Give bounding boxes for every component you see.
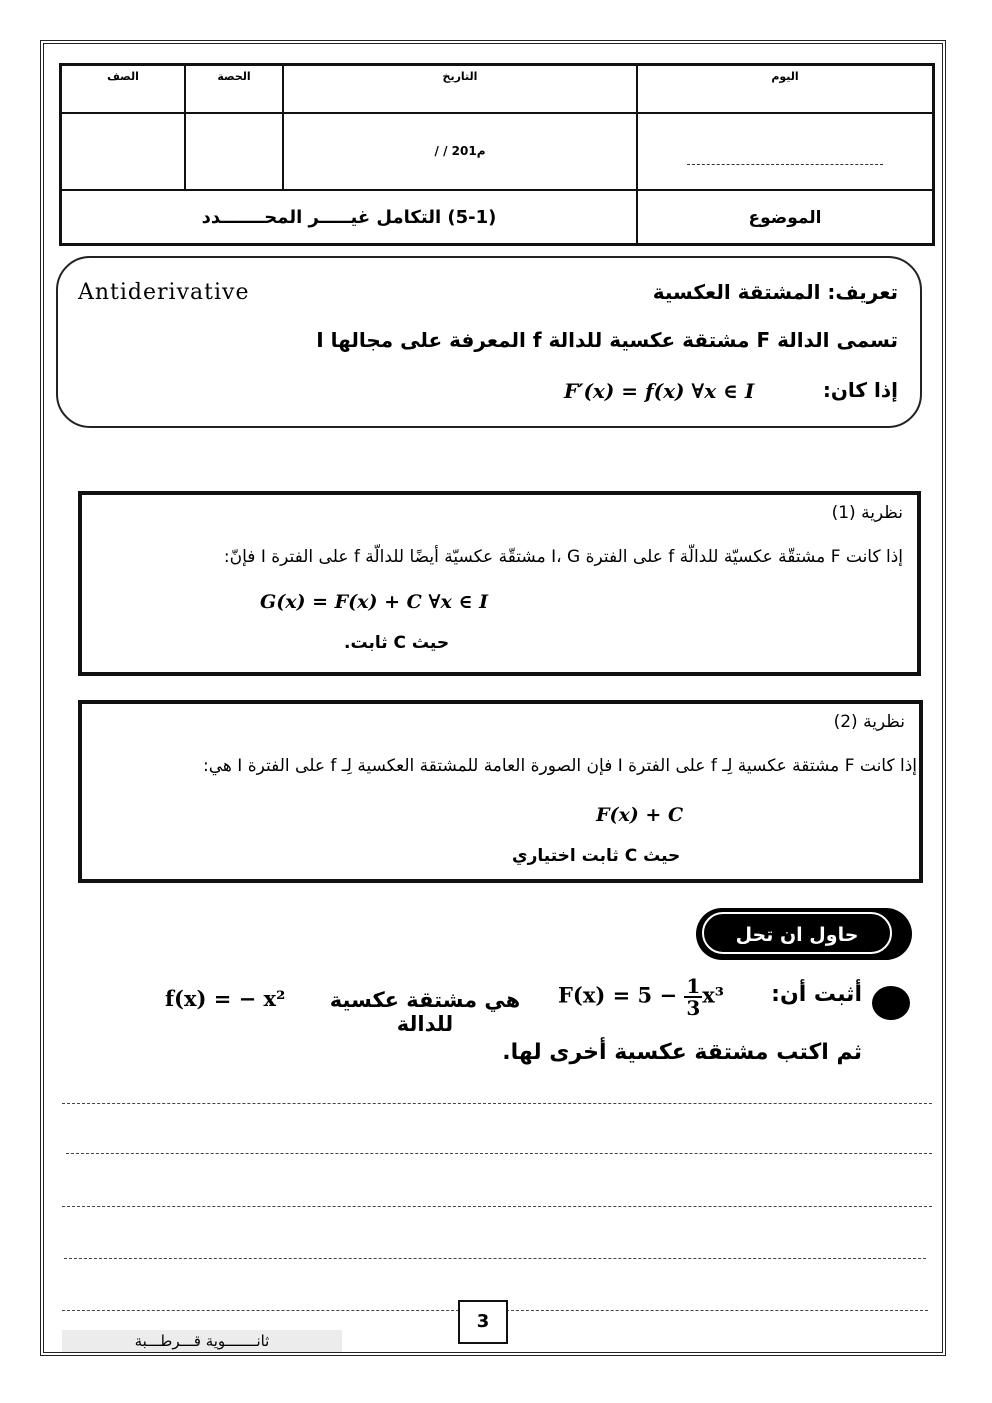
topic-title-cell — [61, 190, 638, 245]
answer-line-3[interactable] — [62, 1206, 932, 1207]
date-label: التاريخ — [442, 70, 478, 83]
day-label-cell — [637, 65, 934, 114]
bullet-icon — [872, 986, 910, 1020]
definition-english: Antiderivative — [78, 280, 250, 305]
theorem1-box — [78, 491, 921, 676]
day-label: اليوم — [771, 70, 799, 83]
antiderivative-prefix: F(x) = 5 − — [558, 982, 678, 1008]
antiderivative-suffix: x³ — [702, 982, 724, 1008]
definition-body: تسمى الدالة F مشتقة عكسية للدالة f المعرفة على مجالها I — [316, 328, 898, 352]
fraction — [684, 976, 702, 1018]
answer-line-2[interactable] — [66, 1153, 932, 1154]
prove-text: أثبت أن: — [771, 982, 862, 1007]
definition-box — [56, 256, 922, 428]
theorem2-statement: إذا كانت F مشتقة عكسية لِـ f على الفترة I فإن الصورة العامة للمشتقة العكسية لِـ f على الفترة I هي: — [203, 756, 917, 776]
try-label: حاول ان تحل — [702, 912, 892, 954]
period-label: الحصة — [217, 70, 251, 83]
day-field[interactable] — [637, 113, 934, 190]
header-table — [59, 63, 935, 246]
class-label-cell — [61, 65, 186, 114]
theorem1-title: نظرية (1) — [831, 503, 903, 523]
definition-formula: F′(x) = f(x) ∀x ∈ I — [564, 379, 755, 403]
period-field[interactable] — [185, 113, 283, 190]
theorem1-note: حيث C ثابت. — [344, 633, 450, 653]
definition-condition: إذا كان: — [822, 378, 898, 402]
middle-text: هي مشتقة عكسية للدالة — [329, 988, 521, 1036]
exercise-line2: ثم اكتب مشتقة عكسية أخرى لها. — [502, 1040, 862, 1065]
definition-title: تعريف: المشتقة العكسية — [652, 280, 898, 304]
topic-title: (5-1) التكامل غيـــــر المحـــــــدد — [201, 206, 497, 228]
fraction-numerator: 1 — [686, 974, 701, 998]
theorem2-formula: F(x) + C — [596, 804, 684, 826]
answer-line-4[interactable] — [64, 1258, 926, 1259]
school-name: ثانـــــــوية قـــرطـــبة — [62, 1330, 342, 1352]
theorem2-box — [78, 700, 923, 883]
theorem2-note: حيث C ثابت اختياري — [512, 846, 681, 866]
fraction-denominator: 3 — [686, 996, 701, 1020]
answer-line-1[interactable] — [62, 1103, 932, 1104]
date-field[interactable] — [283, 113, 637, 190]
class-field[interactable] — [61, 113, 186, 190]
date-label-cell — [283, 65, 637, 114]
function-expression: f(x) = − x² — [165, 986, 286, 1011]
theorem1-statement: إذا كانت F مشتقّة عكسيّة للدالّة f على الفترة I، G مشتقّة عكسيّة أيضًا للدالّة f على الفترة I فإنّ: — [223, 547, 903, 567]
class-label: الصف — [107, 70, 139, 83]
theorem1-formula: G(x) = F(x) + C ∀x ∈ I — [260, 591, 489, 613]
period-label-cell — [185, 65, 283, 114]
day-blank — [687, 164, 883, 165]
antiderivative-expression — [558, 976, 724, 1018]
date-value: / / 201م — [434, 144, 486, 158]
theorem2-title: نظرية (2) — [833, 712, 905, 732]
try-pill — [696, 908, 912, 960]
topic-label: الموضوع — [748, 207, 822, 228]
page-number: 3 — [458, 1300, 508, 1344]
topic-label-cell — [637, 190, 934, 245]
